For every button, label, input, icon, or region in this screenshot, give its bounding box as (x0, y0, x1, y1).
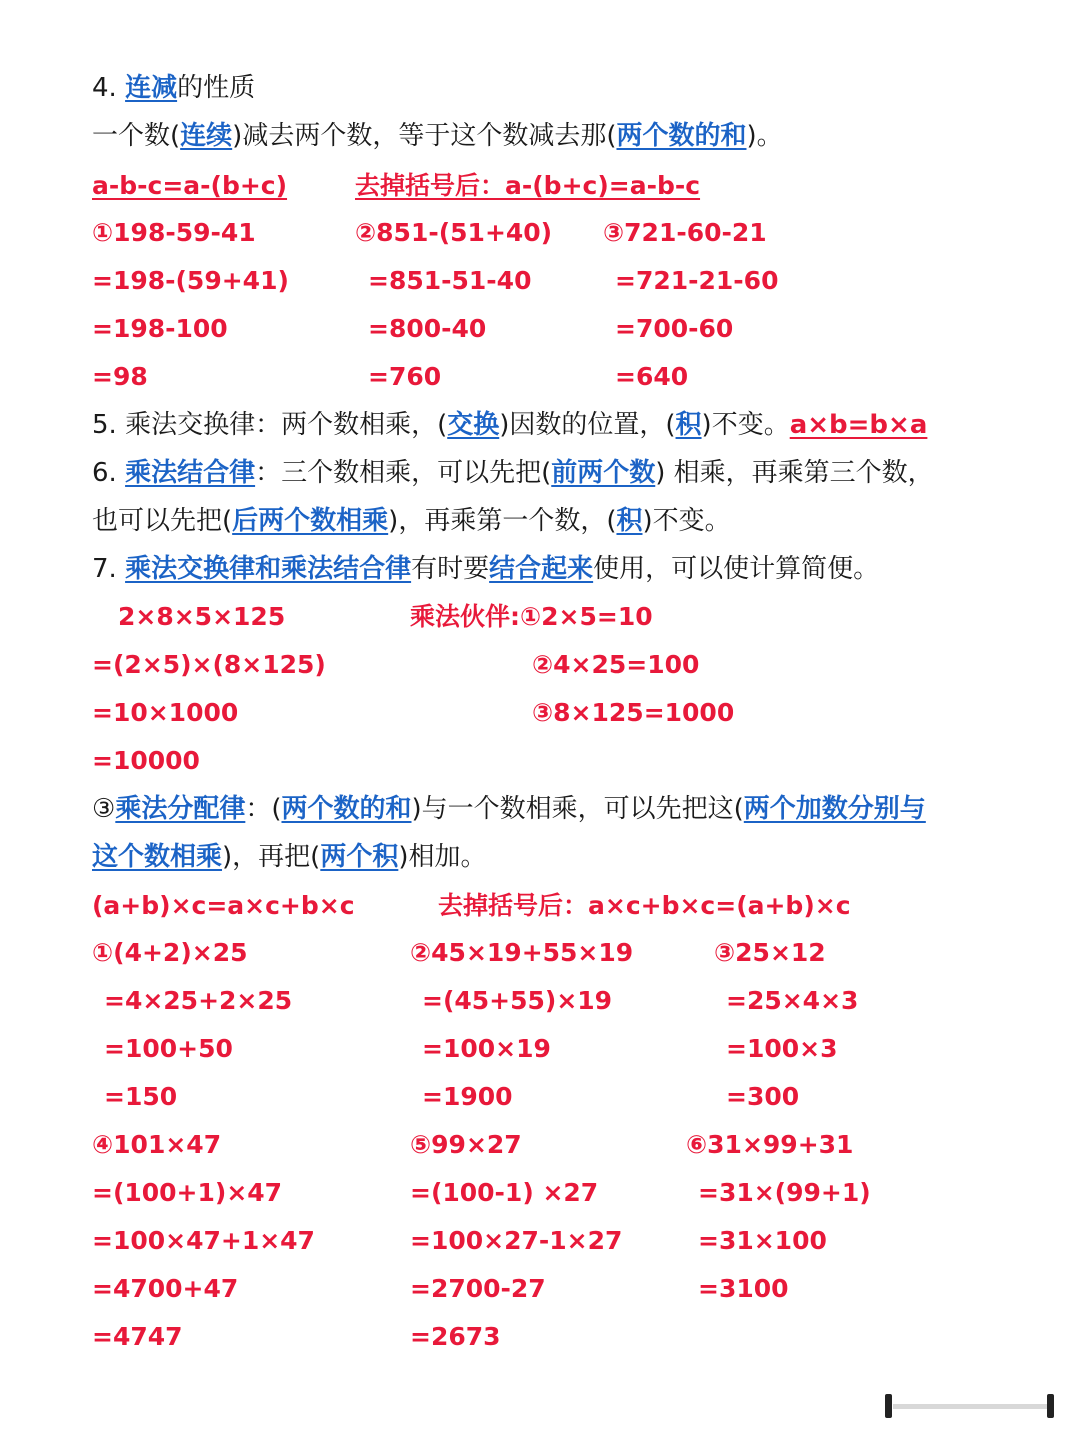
example-line: ③721-60-21 (603, 218, 767, 247)
scroll-handle[interactable] (885, 1392, 1055, 1420)
def-text: )不变。 (642, 506, 731, 536)
section-4-term: 连减 (125, 73, 178, 103)
def-text: )。 (746, 121, 783, 151)
example-line: =98 (92, 362, 148, 391)
def-blank: 连续 (180, 121, 233, 151)
example-line: =150 (104, 1082, 178, 1111)
example-line: ①198-59-41 (92, 218, 256, 247)
example-line: =100+50 (104, 1034, 233, 1063)
section-8-term: 乘法分配律 (115, 794, 246, 824)
example-line: =31×(99+1) (698, 1178, 871, 1207)
example-line: ⑥31×99+31 (686, 1130, 854, 1159)
section-4-heading (92, 75, 255, 101)
example-line: =851-51-40 (368, 266, 532, 295)
calc-line: 2×8×5×125 (118, 602, 286, 631)
def-blank: 积 (675, 410, 702, 440)
example-line: =(100+1)×47 (92, 1178, 283, 1207)
example-line: =3100 (698, 1274, 789, 1303)
def-blank: 两个加数分别与 (743, 794, 926, 824)
section-7-term: 乘法交换律和乘法结合律 (125, 554, 412, 584)
example-line: =4700+47 (92, 1274, 239, 1303)
def-text: )因数的位置，( (499, 410, 676, 440)
def-text: )不变。 (701, 410, 790, 440)
example-line: =(100-1) ×27 (410, 1178, 599, 1207)
def-blank: 后两个数相乘 (232, 506, 389, 536)
example-line: =2673 (410, 1322, 501, 1351)
def-blank: 积 (616, 506, 643, 536)
example-line: ①(4+2)×25 (92, 938, 248, 967)
partner-label: 乘法伙伴: (410, 602, 520, 631)
example-line: =300 (726, 1082, 800, 1111)
def-blank: 这个数相乘 (92, 842, 223, 872)
section-4-formula-reverse: 去掉括号后：a-(b+c)=a-b-c (355, 171, 701, 200)
example-line: =25×4×3 (726, 986, 859, 1015)
def-text: 使用，可以使计算简便。 (593, 554, 880, 584)
example-line: ②45×19+55×19 (410, 938, 634, 967)
section-4-definition (92, 123, 783, 149)
example-line: =760 (368, 362, 442, 391)
example-line: =640 (615, 362, 689, 391)
calc-line: =10000 (92, 746, 200, 775)
section-8-formula: (a+b)×c=a×c+b×c (92, 891, 355, 920)
def-blank: 两个积 (320, 842, 399, 872)
example-line: =4747 (92, 1322, 183, 1351)
calc-line: =(2×5)×(8×125) (92, 650, 326, 679)
def-text: 有时要 (411, 554, 490, 584)
def-text: 也可以先把( (92, 506, 233, 536)
partner-row (410, 604, 653, 629)
def-text: )减去两个数，等于这个数减去那( (232, 121, 617, 151)
example-line: =100×3 (726, 1034, 838, 1063)
example-line: ⑤99×27 (410, 1130, 522, 1159)
example-line: =31×100 (698, 1226, 827, 1255)
section-4-suffix: 的性质 (177, 73, 256, 103)
section-8-definition-cont (92, 844, 486, 870)
example-line: ③25×12 (714, 938, 826, 967)
partner-item: ②4×25=100 (532, 650, 700, 679)
section-8-definition (92, 796, 926, 822)
section-6-definition (92, 460, 934, 486)
example-line: ④101×47 (92, 1130, 222, 1159)
def-text: ) 相乘，再乘第三个数， (655, 458, 934, 488)
partner-item: ③8×125=1000 (532, 698, 735, 727)
def-blank: 两个数的和 (281, 794, 412, 824)
section-8-formula-reverse: 去掉括号后：a×c+b×c=(a+b)×c (438, 891, 851, 920)
def-text: ：三个数相乘，可以先把( (255, 458, 552, 488)
example-line: =100×47+1×47 (92, 1226, 315, 1255)
section-8-number: ③ (92, 794, 116, 824)
example-line: =1900 (422, 1082, 513, 1111)
example-line: =100×27-1×27 (410, 1226, 623, 1255)
def-blank: 前两个数 (551, 458, 656, 488)
example-line: =(45+55)×19 (422, 986, 613, 1015)
section-6-definition-cont (92, 508, 731, 534)
example-line: =700-60 (615, 314, 734, 343)
section-6-number: 6. (92, 458, 126, 488)
def-text: )相加。 (398, 842, 487, 872)
section-6-term: 乘法结合律 (125, 458, 256, 488)
def-blank: 交换 (447, 410, 500, 440)
section-5-formula: a×b=b×a (789, 410, 928, 440)
def-text: 一个数( (92, 121, 181, 151)
calc-line: =10×1000 (92, 698, 239, 727)
example-line: ②851-(51+40) (355, 218, 553, 247)
def-text: 5. 乘法交换律：两个数相乘，( (92, 410, 448, 440)
example-line: =2700-27 (410, 1274, 546, 1303)
def-text: )，再乘第一个数，( (388, 506, 617, 536)
example-line: =721-21-60 (615, 266, 779, 295)
scroll-handle-right-icon (1047, 1394, 1054, 1418)
def-text: )与一个数相乘，可以先把这( (411, 794, 744, 824)
partner-item: ①2×5=10 (520, 602, 653, 631)
example-line: =100×19 (422, 1034, 551, 1063)
section-5-definition (92, 412, 927, 438)
example-line: =198-100 (92, 314, 228, 343)
section-4-number: 4. (92, 73, 126, 103)
section-7-definition (92, 556, 879, 582)
example-line: =800-40 (368, 314, 487, 343)
example-line: =4×25+2×25 (104, 986, 293, 1015)
example-line: =198-(59+41) (92, 266, 289, 295)
section-4-formula: a-b-c=a-(b+c) (92, 171, 288, 200)
def-blank: 两个数的和 (616, 121, 747, 151)
section-7-number: 7. (92, 554, 126, 584)
scroll-track (893, 1404, 1049, 1409)
def-text: )，再把( (222, 842, 321, 872)
scroll-handle-left-icon (885, 1394, 892, 1418)
def-blank: 结合起来 (489, 554, 594, 584)
def-text: ：( (245, 794, 282, 824)
